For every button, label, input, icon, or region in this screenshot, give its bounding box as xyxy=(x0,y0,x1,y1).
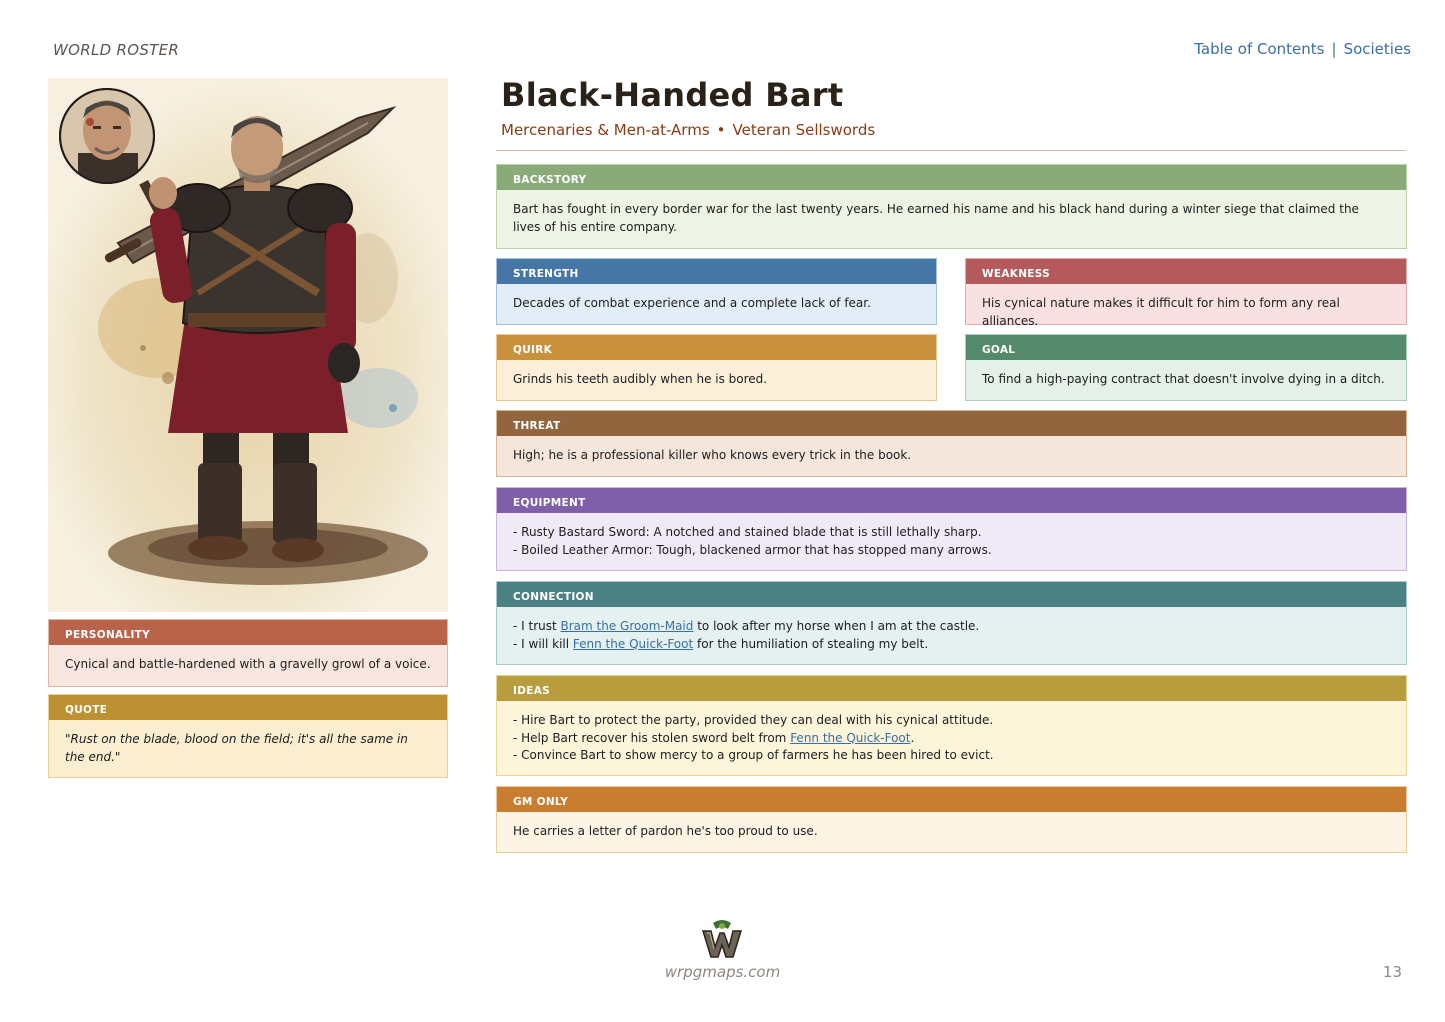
site-logo-icon xyxy=(701,919,743,963)
ideas-header: IDEAS xyxy=(497,676,1406,701)
connection-text: - I will kill xyxy=(513,636,573,651)
threat-text: High; he is a professional killer who knows every trick in the book. xyxy=(513,448,912,462)
backstory-panel xyxy=(496,164,1407,249)
quote-text: "Rust on the blade, blood on the field; it's all the same in the end." xyxy=(65,732,408,764)
quote-panel xyxy=(48,694,448,778)
gm-only-panel xyxy=(496,786,1407,853)
gm-only-header: GM ONLY xyxy=(497,787,1406,812)
character-group: Mercenaries & Men-at-Arms xyxy=(501,121,710,139)
personality-panel xyxy=(48,619,448,687)
strength-header: STRENGTH xyxy=(497,259,936,284)
portrait-illustration xyxy=(48,78,448,612)
connection-item xyxy=(513,618,1390,636)
gm-only-text: He carries a letter of pardon he's too proud to use. xyxy=(513,824,818,838)
societies-link[interactable]: Societies xyxy=(1343,40,1411,58)
connection-list xyxy=(497,607,1406,653)
character-name: Black-Handed Bart xyxy=(501,76,844,114)
connection-text: to look after my horse when I am at the castle. xyxy=(693,619,980,633)
connection-panel xyxy=(496,581,1407,665)
connection-item xyxy=(513,636,1390,654)
character-subtitle xyxy=(501,121,875,139)
backstory-header: BACKSTORY xyxy=(497,165,1406,190)
idea-text: . xyxy=(910,730,915,745)
table-of-contents-link[interactable]: Table of Contents xyxy=(1194,40,1325,58)
threat-panel xyxy=(496,410,1407,477)
quirk-header: QUIRK xyxy=(497,335,936,360)
fenn-the-quick-foot-link[interactable]: Fenn the Quick-Foot xyxy=(790,730,911,745)
quirk-panel xyxy=(496,334,937,401)
personality-header: PERSONALITY xyxy=(49,620,447,645)
goal-header: GOAL xyxy=(966,335,1406,360)
section-title: WORLD ROSTER xyxy=(53,41,180,59)
idea-item: - Convince Bart to show mercy to a group of farmers he has been hired to evict. xyxy=(513,748,994,762)
character-role: Veteran Sellswords xyxy=(732,121,876,139)
ideas-list xyxy=(497,701,1406,765)
equipment-item: - Rusty Bastard Sword: A notched and stained blade that is still lethally sharp. xyxy=(513,525,982,539)
ideas-panel xyxy=(496,675,1407,776)
subtitle-bullet: • xyxy=(716,121,726,139)
footer-site-name: wrpgmaps.com xyxy=(664,963,781,981)
page-number: 13 xyxy=(1382,963,1402,981)
weakness-panel xyxy=(965,258,1407,328)
equipment-item: - Boiled Leather Armor: Tough, blackened armor that has stopped many arrows. xyxy=(513,542,992,557)
character-portrait-image xyxy=(48,78,448,612)
idea-text: - Help Bart recover his stolen sword belt from xyxy=(513,730,791,745)
backstory-text: Bart has fought in every border war for the last twenty years. He earned his name and his black hand during a winter siege that claimed the lives of his entire company. xyxy=(513,202,1359,234)
strength-text: Decades of combat experience and a complete lack of fear. xyxy=(513,296,871,310)
bram-the-groom-maid-link[interactable]: Bram the Groom-Maid xyxy=(560,619,694,633)
idea-item xyxy=(513,730,1390,748)
goal-text: To find a high-paying contract that doesn't involve dying in a ditch. xyxy=(982,372,1385,386)
connection-text: for the humiliation of stealing my belt. xyxy=(693,636,929,651)
strength-panel xyxy=(496,258,937,325)
equipment-list xyxy=(497,513,1406,559)
weakness-text: His cynical nature makes it difficult for him to form any real alliances. xyxy=(982,296,1340,328)
quirk-text: Grinds his teeth audibly when he is bored. xyxy=(513,372,768,386)
weakness-header: WEAKNESS xyxy=(966,259,1406,284)
equipment-panel xyxy=(496,487,1407,571)
header-nav xyxy=(1194,40,1411,58)
threat-header: THREAT xyxy=(497,411,1406,436)
title-divider xyxy=(496,150,1406,151)
idea-item: - Hire Bart to protect the party, provided they can deal with his cynical attitude. xyxy=(513,713,994,727)
goal-panel xyxy=(965,334,1407,401)
personality-text: Cynical and battle-hardened with a gravelly growl of a voice. xyxy=(65,657,431,671)
fenn-the-quick-foot-link[interactable]: Fenn the Quick-Foot xyxy=(572,636,694,651)
nav-separator: | xyxy=(1331,40,1337,58)
connection-header: CONNECTION xyxy=(497,582,1406,607)
connection-text: - I trust xyxy=(513,619,561,633)
equipment-header: EQUIPMENT xyxy=(497,488,1406,513)
quote-header: QUOTE xyxy=(49,695,447,720)
